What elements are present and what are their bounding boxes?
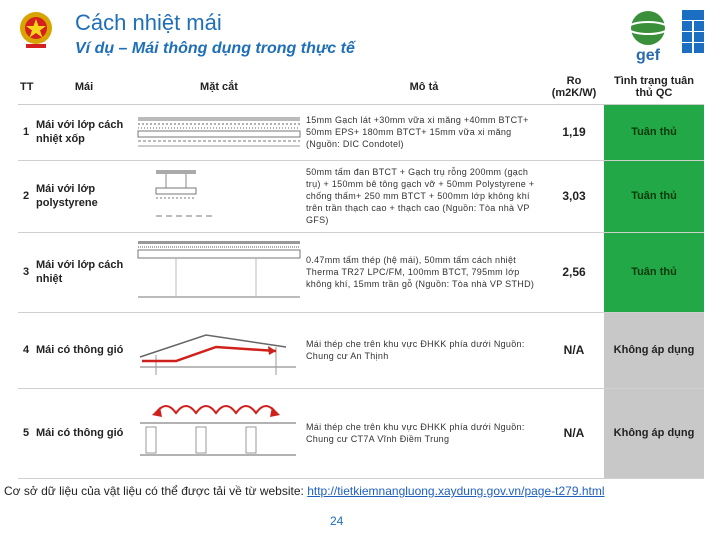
table-header-row xyxy=(18,70,704,104)
undp-logo-icon xyxy=(682,10,704,62)
roof-description: Mái thép che trên khu vực ĐHKK phía dưới Nguồn: Chung cư CT7A Vĩnh Điềm Trung xyxy=(304,388,544,478)
roof-name: Mái có thông gió xyxy=(34,312,134,388)
roof-description: 15mm Gạch lát +30mm vữa xi măng +40mm BTCT+ 50mm EPS+ 180mm BTCT+ 15mm vữa xi măng (Nguồn: DIC Condotel) xyxy=(304,104,544,160)
compliance-status: Tuân thủ xyxy=(604,104,704,160)
table-row xyxy=(18,232,704,312)
footer-note xyxy=(4,484,605,498)
col-header-mo-ta: Mô tả xyxy=(304,70,544,104)
table-row xyxy=(18,312,704,388)
table-row xyxy=(18,104,704,160)
section-drawing xyxy=(134,160,304,232)
row-number: 3 xyxy=(18,232,34,312)
roof-name: Mái với lớp cách nhiệt xyxy=(34,232,134,312)
section-2-sketch xyxy=(136,166,302,226)
col-header-mai: Mái xyxy=(34,70,134,104)
section-drawing xyxy=(134,312,304,388)
page-title: Cách nhiệt mái xyxy=(75,10,222,35)
ro-unit: (m2K/W) xyxy=(551,86,597,99)
ro-value: N/A xyxy=(544,388,604,478)
gef-logo-icon xyxy=(625,8,671,64)
roof-description: Mái thép che trên khu vực ĐHKK phía dưới Nguồn: Chung cư An Thịnh xyxy=(304,312,544,388)
compliance-status: Không áp dụng xyxy=(604,312,704,388)
compliance-status: Tuân thủ xyxy=(604,232,704,312)
footer-text: Cơ sở dữ liệu của vật liệu có thể được tải về từ website: xyxy=(4,484,304,498)
roof-name: Mái với lớp polystyrene xyxy=(34,160,134,232)
row-number: 4 xyxy=(18,312,34,388)
section-3-sketch xyxy=(136,237,302,307)
ro-value: 2,56 xyxy=(544,232,604,312)
table-row xyxy=(18,388,704,478)
page-subtitle: Ví dụ – Mái thông dụng trong thực tế xyxy=(75,40,355,57)
page-number: 24 xyxy=(330,514,344,528)
roof-description: 50mm tấm đan BTCT + Gạch trụ rỗng 200mm (gạch trụ) + 150mm bê tông gạch vỡ + 50mm Polystyrene + chống thấm+ 250 mm BTCT + 500mm lớp không khí trên trần thạch cao + thạch cao (Nguồn: Tòa nhà VP GFS) xyxy=(304,160,544,232)
ro-label: Ro xyxy=(566,74,582,87)
gef-logo-text: gef xyxy=(636,47,660,64)
compliance-status: Không áp dụng xyxy=(604,388,704,478)
col-header-mat-cat: Mặt cắt xyxy=(134,70,304,104)
roof-name: Mái với lớp cách nhiệt xốp xyxy=(34,104,134,160)
ro-value: N/A xyxy=(544,312,604,388)
col-header-tt: TT xyxy=(18,70,34,104)
ro-value: 1,19 xyxy=(544,104,604,160)
section-drawing xyxy=(134,232,304,312)
section-1-sketch xyxy=(136,113,302,151)
roof-description: 0.47mm tấm thép (hệ mái), 50mm tấm cách nhiệt Therma TR27 LPC/FM, 100mm BTCT, 795mm lớp không khí, 15mm trần gỗ (Nguồn: Tòa nhà VP STHD) xyxy=(304,232,544,312)
section-5-sketch xyxy=(136,393,302,473)
database-link[interactable]: http://tietkiemnangluong.xaydung.gov.vn/page-t279.html xyxy=(307,484,605,498)
section-drawing xyxy=(134,104,304,160)
ro-value: 3,03 xyxy=(544,160,604,232)
section-drawing xyxy=(134,388,304,478)
compliance-status: Tuân thủ xyxy=(604,160,704,232)
roof-comparison-table xyxy=(18,70,704,479)
col-header-ro xyxy=(544,70,604,104)
row-number: 1 xyxy=(18,104,34,160)
row-number: 5 xyxy=(18,388,34,478)
col-header-tinh-trang: Tình trạng tuân thủ QC xyxy=(604,70,704,104)
table-row xyxy=(18,160,704,232)
national-emblem-icon xyxy=(18,10,54,54)
roof-name: Mái có thông gió xyxy=(34,388,134,478)
row-number: 2 xyxy=(18,160,34,232)
section-4-sketch xyxy=(136,317,302,383)
